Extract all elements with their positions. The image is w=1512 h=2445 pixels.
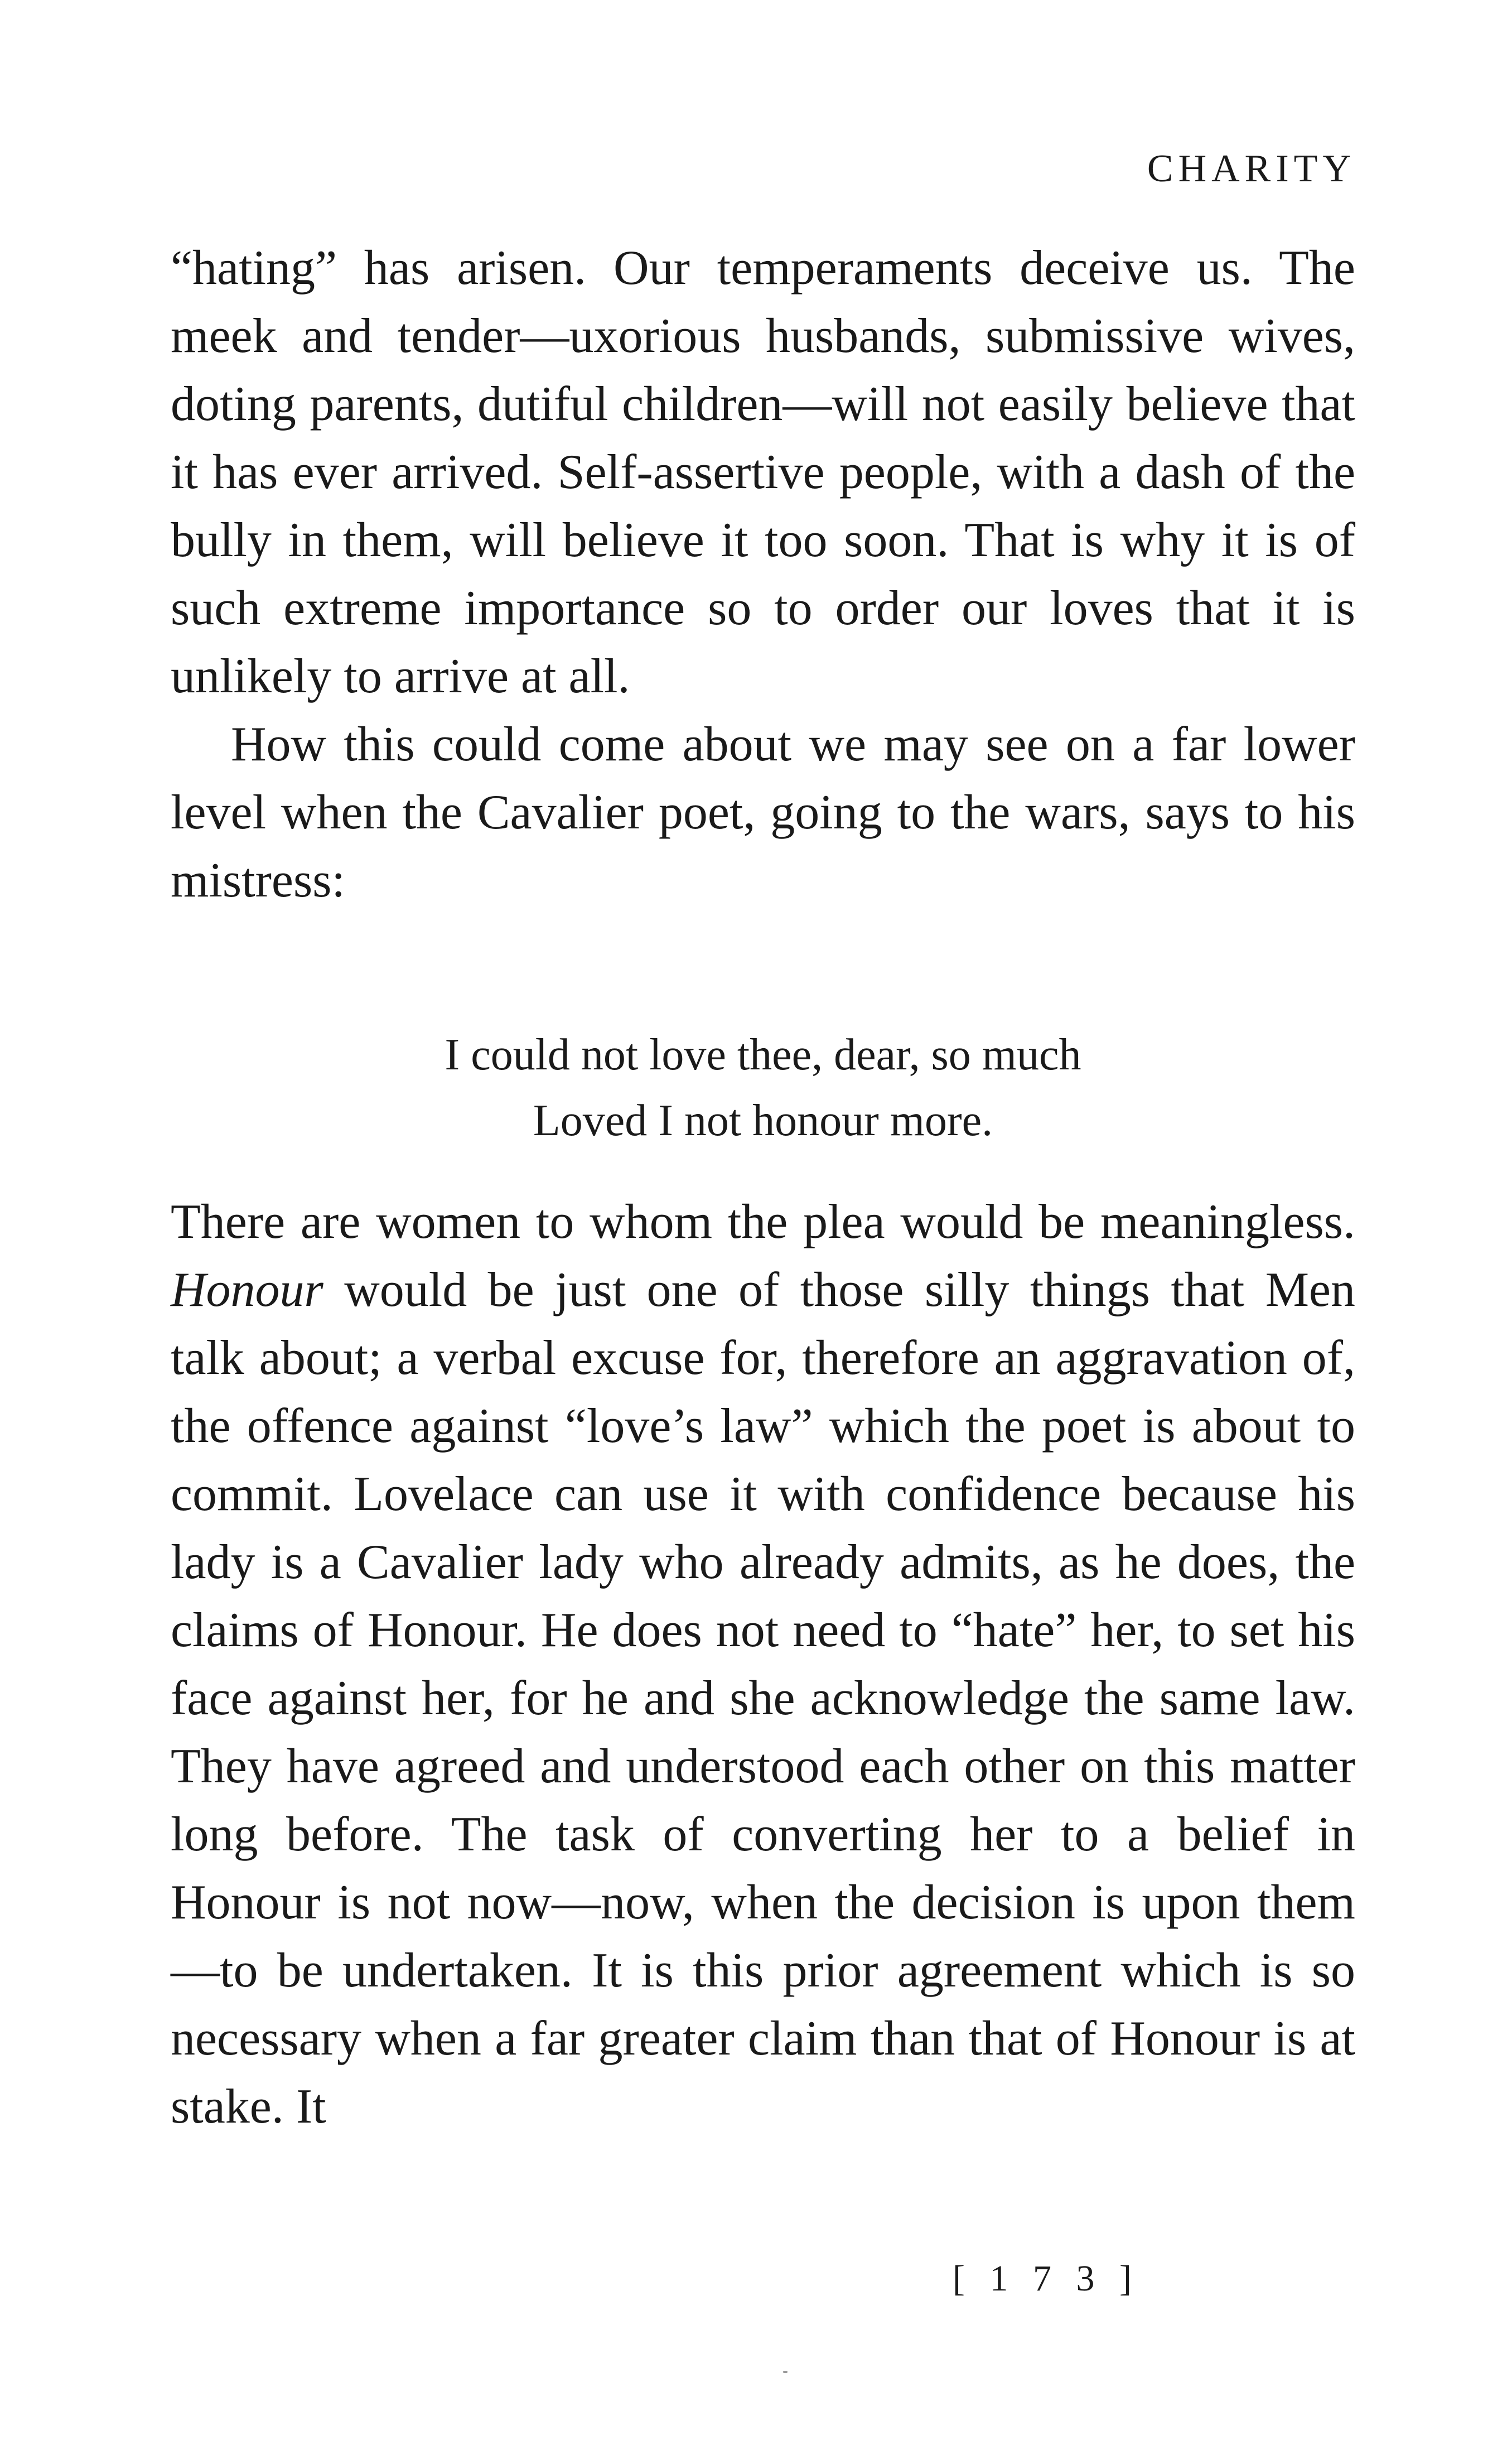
paragraph: How this could come about we may see on a far lower level when the Cavalier poet, going to the wars, says to his mistress: — [171, 717, 1355, 908]
verse-quotation — [171, 1022, 1355, 1154]
verse-line: Loved I not honour more. — [533, 1096, 993, 1145]
scan-speck — [783, 2371, 788, 2373]
paragraph — [171, 1188, 1355, 2141]
paragraph-lead: There are women to whom the plea would be meaningless. — [171, 1195, 1355, 1249]
verse-line: I could not love thee, dear, so much — [445, 1030, 1081, 1079]
paragraph: “hating” has arisen. Our temperaments deceive us. The meek and tender—uxorious husbands, submissive wives, doting parents, dutiful children—will not easily believe that it has ever arrived. Self-assertive people, with a dash of the bully in them, will believe it too soon. That is why it is of such extreme importance so to order our loves that it is unlikely to arrive at all. — [171, 241, 1355, 703]
body-text-bottom — [171, 1188, 1355, 2141]
body-text-top — [171, 234, 1355, 915]
running-head: CHARITY — [1147, 147, 1356, 190]
page-number: [ 1 7 3 ] — [953, 2258, 1139, 2299]
italic-word: Honour — [171, 1263, 323, 1317]
paragraph-rest: would be just one of those silly things that Men talk about; a verbal excuse for, therefore an aggravation of, the offence against “love’s law” which the poet is about to commit. Lovelace can use it with confidence because his lady is a Cavalier lady who already admits, as he does, the claims of Honour. He does not need to “hate” her, to set his face against her, for he and she acknowledge the same law. They have agreed and understood each other on this matter long before. The task of converting her to a belief in Honour is not now—now, when the decision is upon them—to be undertaken. It is this prior agreement which is so necessary when a far greater claim than that of Honour is at stake. It — [171, 1263, 1355, 2134]
